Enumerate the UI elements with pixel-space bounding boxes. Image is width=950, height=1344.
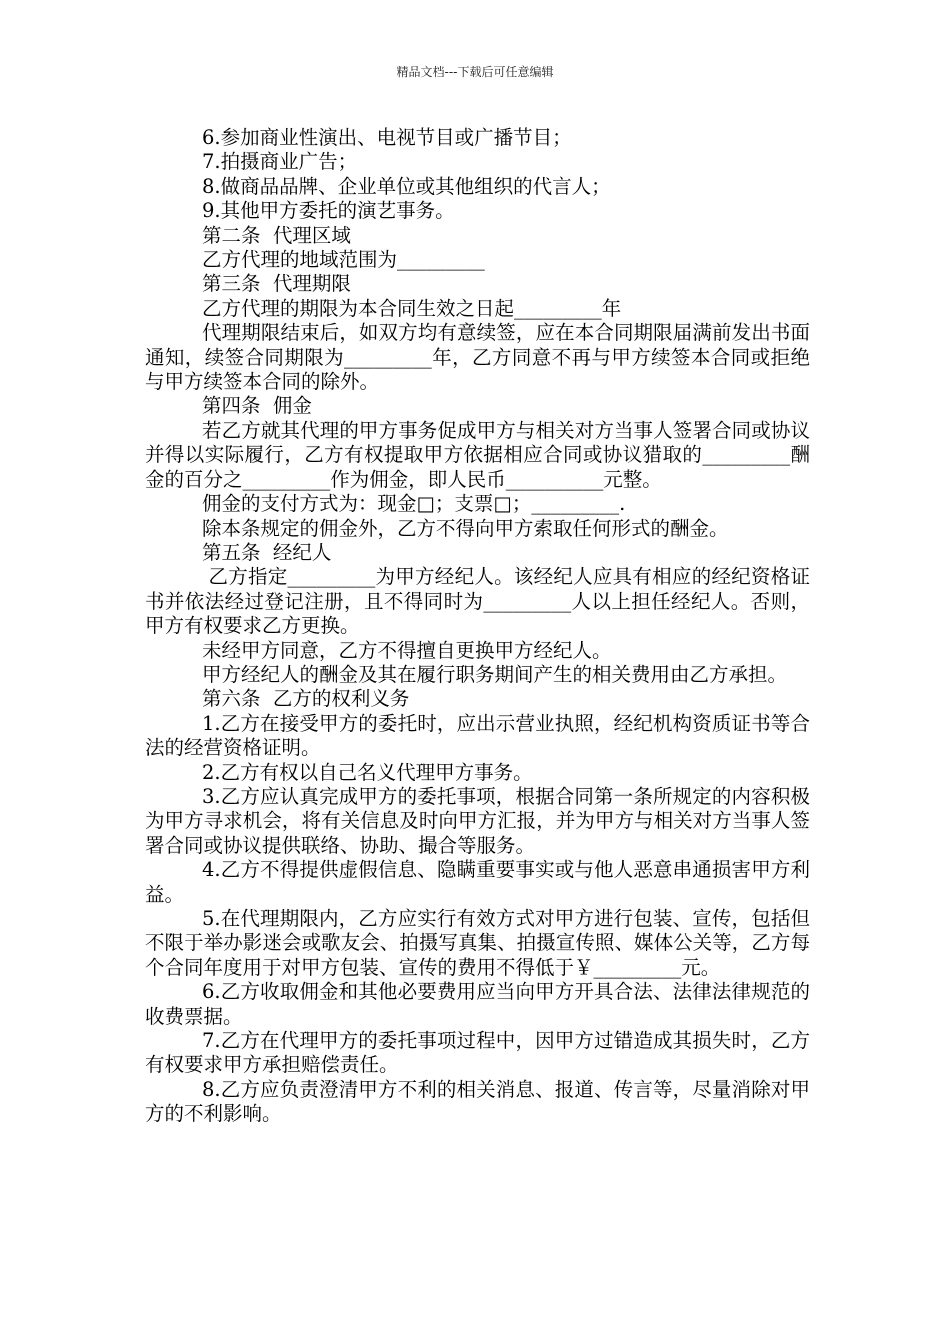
- article-3-renewal: 代理期限结束后，如双方均有意续签，应在本合同期限届满前发出书面通知，续签合同期限为_________年，乙方同意不再与甲方续签本合同或拒绝与甲方续签本合同的除外。: [145, 321, 810, 394]
- article-4-heading: 第四条 佣金: [202, 394, 312, 418]
- article-2-heading: 第二条 代理区域: [202, 223, 351, 247]
- article-6-item-2: 2.乙方有权以自己名义代理甲方事务。: [202, 760, 533, 784]
- article-6-item-8: 8.乙方应负责澄清甲方不利的相关消息、报道、传言等，尽量消除对甲方的不利影响。: [145, 1077, 810, 1126]
- article-4-commission: 若乙方就其代理的甲方事务促成甲方与相关对方当事人签署合同或协议并得以实际履行，乙方有权提取甲方依据相应合同或协议猎取的_________酬金的百分之_________作为佣金，即人民币__________元整。: [145, 418, 810, 491]
- article-2-text: 乙方代理的地域范围为_________: [202, 248, 485, 272]
- article-6-item-6: 6.乙方收取佣金和其他必要费用应当向甲方开具合法、法律法律规范的收费票据。: [145, 980, 810, 1028]
- clause-item-7: 7.拍摄商业广告；: [202, 150, 358, 174]
- article-4-payment-method: 佣金的支付方式为：现金□；支票□；_________.: [202, 492, 626, 516]
- article-3-term: 乙方代理的期限为本合同生效之日起_________年: [202, 296, 622, 320]
- clause-item-8: 8.做商品品牌、企业单位或其他组织的代言人；: [202, 174, 611, 198]
- article-6-item-7: 7.乙方在代理甲方的委托事项过程中，因甲方过错造成其损失时，乙方有权要求甲方承担赔偿责任。: [145, 1029, 810, 1077]
- article-5-no-change: 未经甲方同意，乙方不得擅自更换甲方经纪人。: [202, 638, 612, 662]
- article-5-fees: 甲方经纪人的酬金及其在履行职务期间产生的相关费用由乙方承担。: [202, 662, 788, 686]
- article-3-heading: 第三条 代理期限: [202, 272, 351, 296]
- clause-item-6: 6.参加商业性演出、电视节目或广播节目；: [202, 126, 572, 149]
- article-6-item-1: 1.乙方在接受甲方的委托时，应出示营业执照，经纪机构资质证书等合法的经营资格证明。: [145, 711, 810, 760]
- article-6-item-3: 3.乙方应认真完成甲方的委托事项，根据合同第一条所规定的内容积极为甲方寻求机会，将有关信息及时向甲方汇报，并为甲方与相关对方当事人签署合同或协议提供联络、协助、撮合等服务。: [145, 784, 810, 857]
- article-4-exclusion: 除本条规定的佣金外，乙方不得向甲方索取任何形式的酬金。: [202, 516, 729, 540]
- article-6-item-5: 5.在代理期限内，乙方应实行有效方式对甲方进行包装、宣传，包括但不限于举办影迷会或歌友会、拍摄写真集、拍摄宣传照、媒体公关等，乙方每个合同年度用于对甲方包装、宣传的费用不得低于￥_________元。: [145, 907, 810, 979]
- clause-item-9: 9.其他甲方委托的演艺事务。: [202, 199, 455, 223]
- article-5-agent: 乙方指定_________为甲方经纪人。该经纪人应具有相应的经纪资格证书并依法经过登记注册，且不得同时为_________人以上担任经纪人。否则，甲方有权要求乙方更换。: [145, 565, 810, 638]
- article-5-heading: 第五条 经纪人: [202, 540, 332, 564]
- contract-body: [145, 126, 810, 1127]
- page-header: 精品文档---下载后可任意编辑: [396, 65, 554, 79]
- article-6-heading: 第六条 乙方的权利义务: [202, 687, 410, 711]
- article-6-item-4: 4.乙方不得提供虚假信息、隐瞒重要事实或与他人恶意串通损害甲方利益。: [145, 858, 810, 906]
